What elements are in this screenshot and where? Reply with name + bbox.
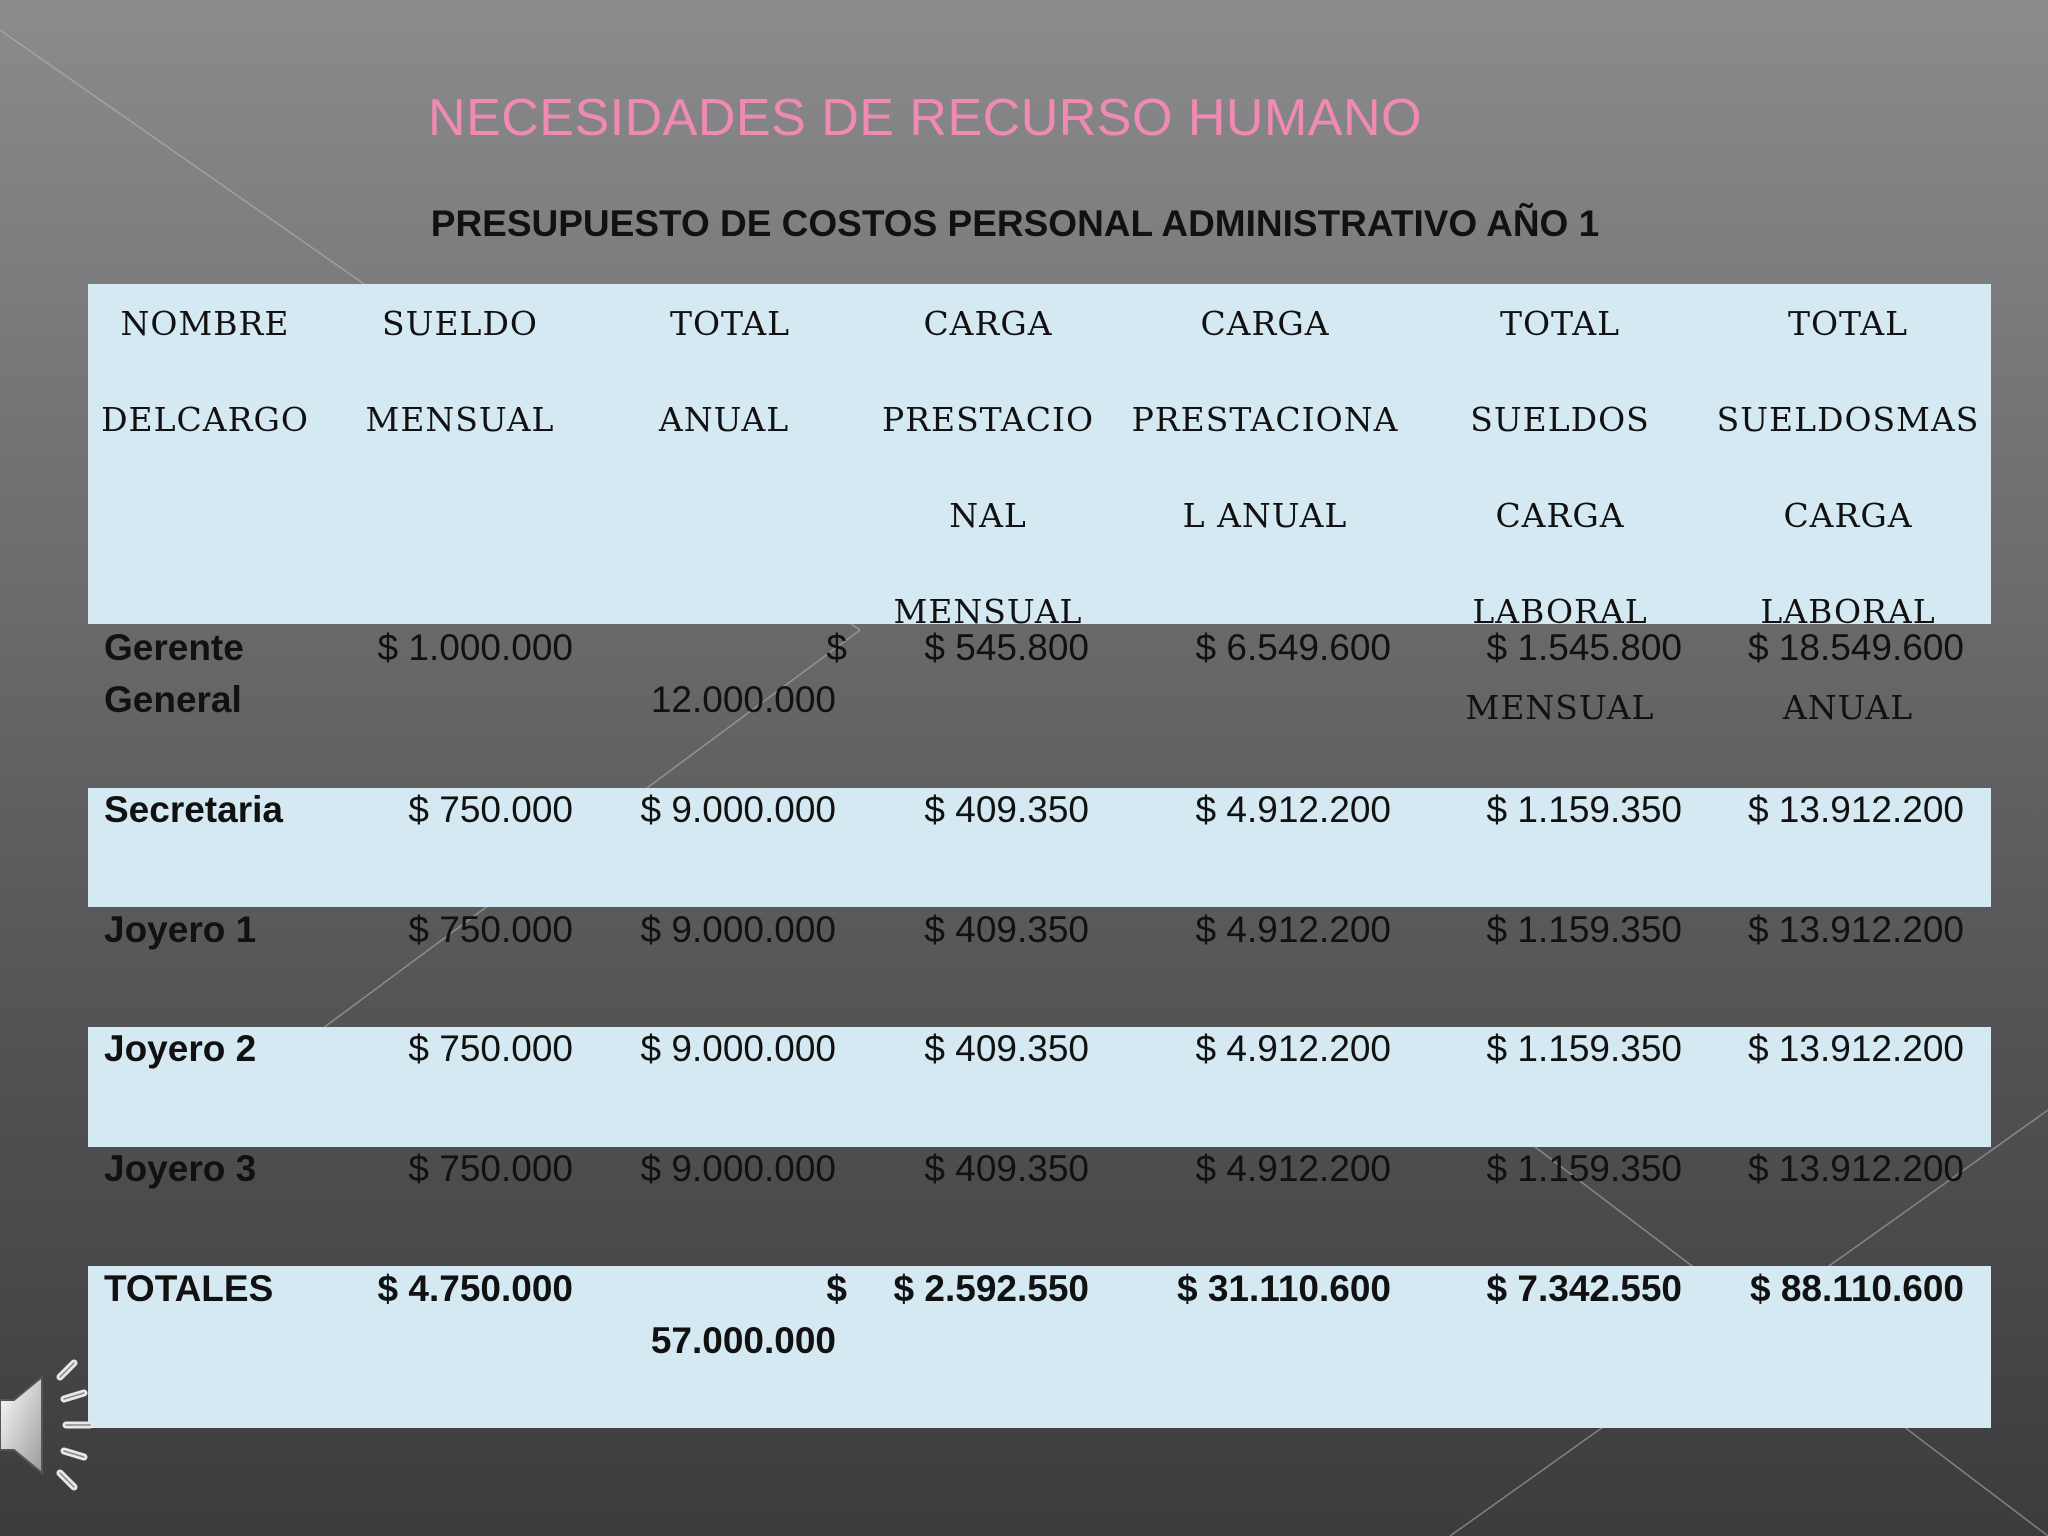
cell-carga-anual: $ 4.912.200	[1195, 909, 1391, 950]
cell-name: TOTALES	[104, 1268, 274, 1309]
cell-total-mensual: $ 1.545.800	[1486, 627, 1682, 668]
cell-sueldo: $ 4.750.000	[377, 1268, 573, 1309]
header-nombre-line1: NOMBRE	[120, 304, 290, 343]
header-nombre-line2: DELCARGO	[101, 400, 309, 439]
cell-total-anual-carga: $ 13.912.200	[1747, 909, 1964, 950]
header-total-anual-line1: TOTAL	[669, 304, 791, 343]
header-total-sueldos-line4: LABORAL	[1472, 592, 1648, 631]
cell-total-anual-symbol: $	[826, 627, 847, 668]
cell-name: Secretaria	[104, 789, 283, 830]
slide-title: NECESIDADES DE RECURSO HUMANO	[428, 89, 1422, 147]
header-total-sueldos-line2: SUELDOS	[1470, 400, 1650, 439]
cell-total-anual-carga: $ 18.549.600	[1747, 627, 1964, 668]
header-carga-anual-line2: PRESTACIONA	[1131, 400, 1399, 439]
cell-name: Joyero 1	[104, 909, 257, 950]
cell-carga-anual: $ 4.912.200	[1195, 1028, 1391, 1069]
cell-total-mensual: $ 1.159.350	[1486, 1148, 1682, 1189]
cell-sueldo: $ 750.000	[408, 1148, 573, 1189]
header-carga-mensual-line1: CARGA	[923, 304, 1053, 343]
header-total-sueldosmas-line1: TOTAL	[1787, 304, 1909, 343]
header-total-sueldosmas-line3: CARGA	[1783, 496, 1913, 535]
header-total-sueldos-line5: MENSUAL	[1465, 688, 1655, 727]
cell-carga-anual: $ 4.912.200	[1195, 1148, 1391, 1189]
header-total-sueldosmas-line5: ANUAL	[1782, 688, 1914, 727]
header-carga-mensual-line2: PRESTACIO	[881, 400, 1095, 439]
cell-sueldo: $ 750.000	[408, 789, 573, 830]
cell-total-anual: $ 9.000.000	[640, 789, 836, 830]
header-sueldo-line1: SUELDO	[382, 304, 538, 343]
header-carga-mensual-line3: NAL	[949, 496, 1027, 535]
cell-carga-anual: $ 6.549.600	[1195, 627, 1391, 668]
cell-carga-anual: $ 31.110.600	[1177, 1268, 1391, 1309]
header-total-sueldosmas-line2: SUELDOSMAS	[1716, 400, 1980, 439]
cell-carga-mensual: $ 409.350	[924, 909, 1089, 950]
header-total-anual-line2: ANUAL	[658, 400, 790, 439]
cell-total-mensual: $ 7.342.550	[1486, 1268, 1682, 1309]
cell-name: Joyero 3	[104, 1148, 257, 1189]
header-sueldo-line2: MENSUAL	[365, 400, 555, 439]
table-subtitle: PRESUPUESTO DE COSTOS PERSONAL ADMINISTRATIVO AÑO 1	[430, 203, 1600, 244]
cell-total-anual-carga: $ 13.912.200	[1747, 1148, 1964, 1189]
cell-name: Joyero 2	[104, 1028, 257, 1069]
cell-carga-mensual: $ 409.350	[924, 1028, 1089, 1069]
cell-carga-mensual: $ 409.350	[924, 1148, 1089, 1189]
header-carga-anual-line3: L ANUAL	[1182, 496, 1348, 535]
cell-sueldo: $ 750.000	[408, 1028, 573, 1069]
cell-total-anual-symbol: $	[826, 1268, 847, 1309]
header-total-sueldos-line3: CARGA	[1495, 496, 1625, 535]
cell-total-anual: 12.000.000	[650, 679, 836, 720]
cell-sueldo: $ 750.000	[408, 909, 573, 950]
cell-total-anual-carga: $ 88.110.600	[1750, 1268, 1964, 1309]
cell-carga-mensual: $ 2.592.550	[893, 1268, 1089, 1309]
cell-name-line2: General	[104, 679, 242, 720]
header-carga-anual-line1: CARGA	[1200, 304, 1330, 343]
cell-total-anual: $ 9.000.000	[640, 1028, 836, 1069]
cell-total-anual: $ 9.000.000	[640, 1148, 836, 1189]
cell-name: Gerente	[104, 627, 244, 668]
cell-total-mensual: $ 1.159.350	[1486, 789, 1682, 830]
cell-total-anual: $ 9.000.000	[640, 909, 836, 950]
header-total-sueldosmas-line4: LABORAL	[1760, 592, 1936, 631]
cell-carga-mensual: $ 545.800	[924, 627, 1089, 668]
cell-carga-mensual: $ 409.350	[924, 789, 1089, 830]
cell-total-mensual: $ 1.159.350	[1486, 909, 1682, 950]
cell-carga-anual: $ 4.912.200	[1195, 789, 1391, 830]
header-carga-mensual-line4: MENSUAL	[893, 592, 1083, 631]
cell-total-anual-carga: $ 13.912.200	[1747, 789, 1964, 830]
header-total-sueldos-line1: TOTAL	[1499, 304, 1621, 343]
speaker-icon[interactable]	[0, 1355, 110, 1495]
cell-total-anual: 57.000.000	[650, 1320, 836, 1361]
cell-sueldo: $ 1.000.000	[377, 627, 573, 668]
cell-total-mensual: $ 1.159.350	[1486, 1028, 1682, 1069]
cell-total-anual-carga: $ 13.912.200	[1747, 1028, 1964, 1069]
